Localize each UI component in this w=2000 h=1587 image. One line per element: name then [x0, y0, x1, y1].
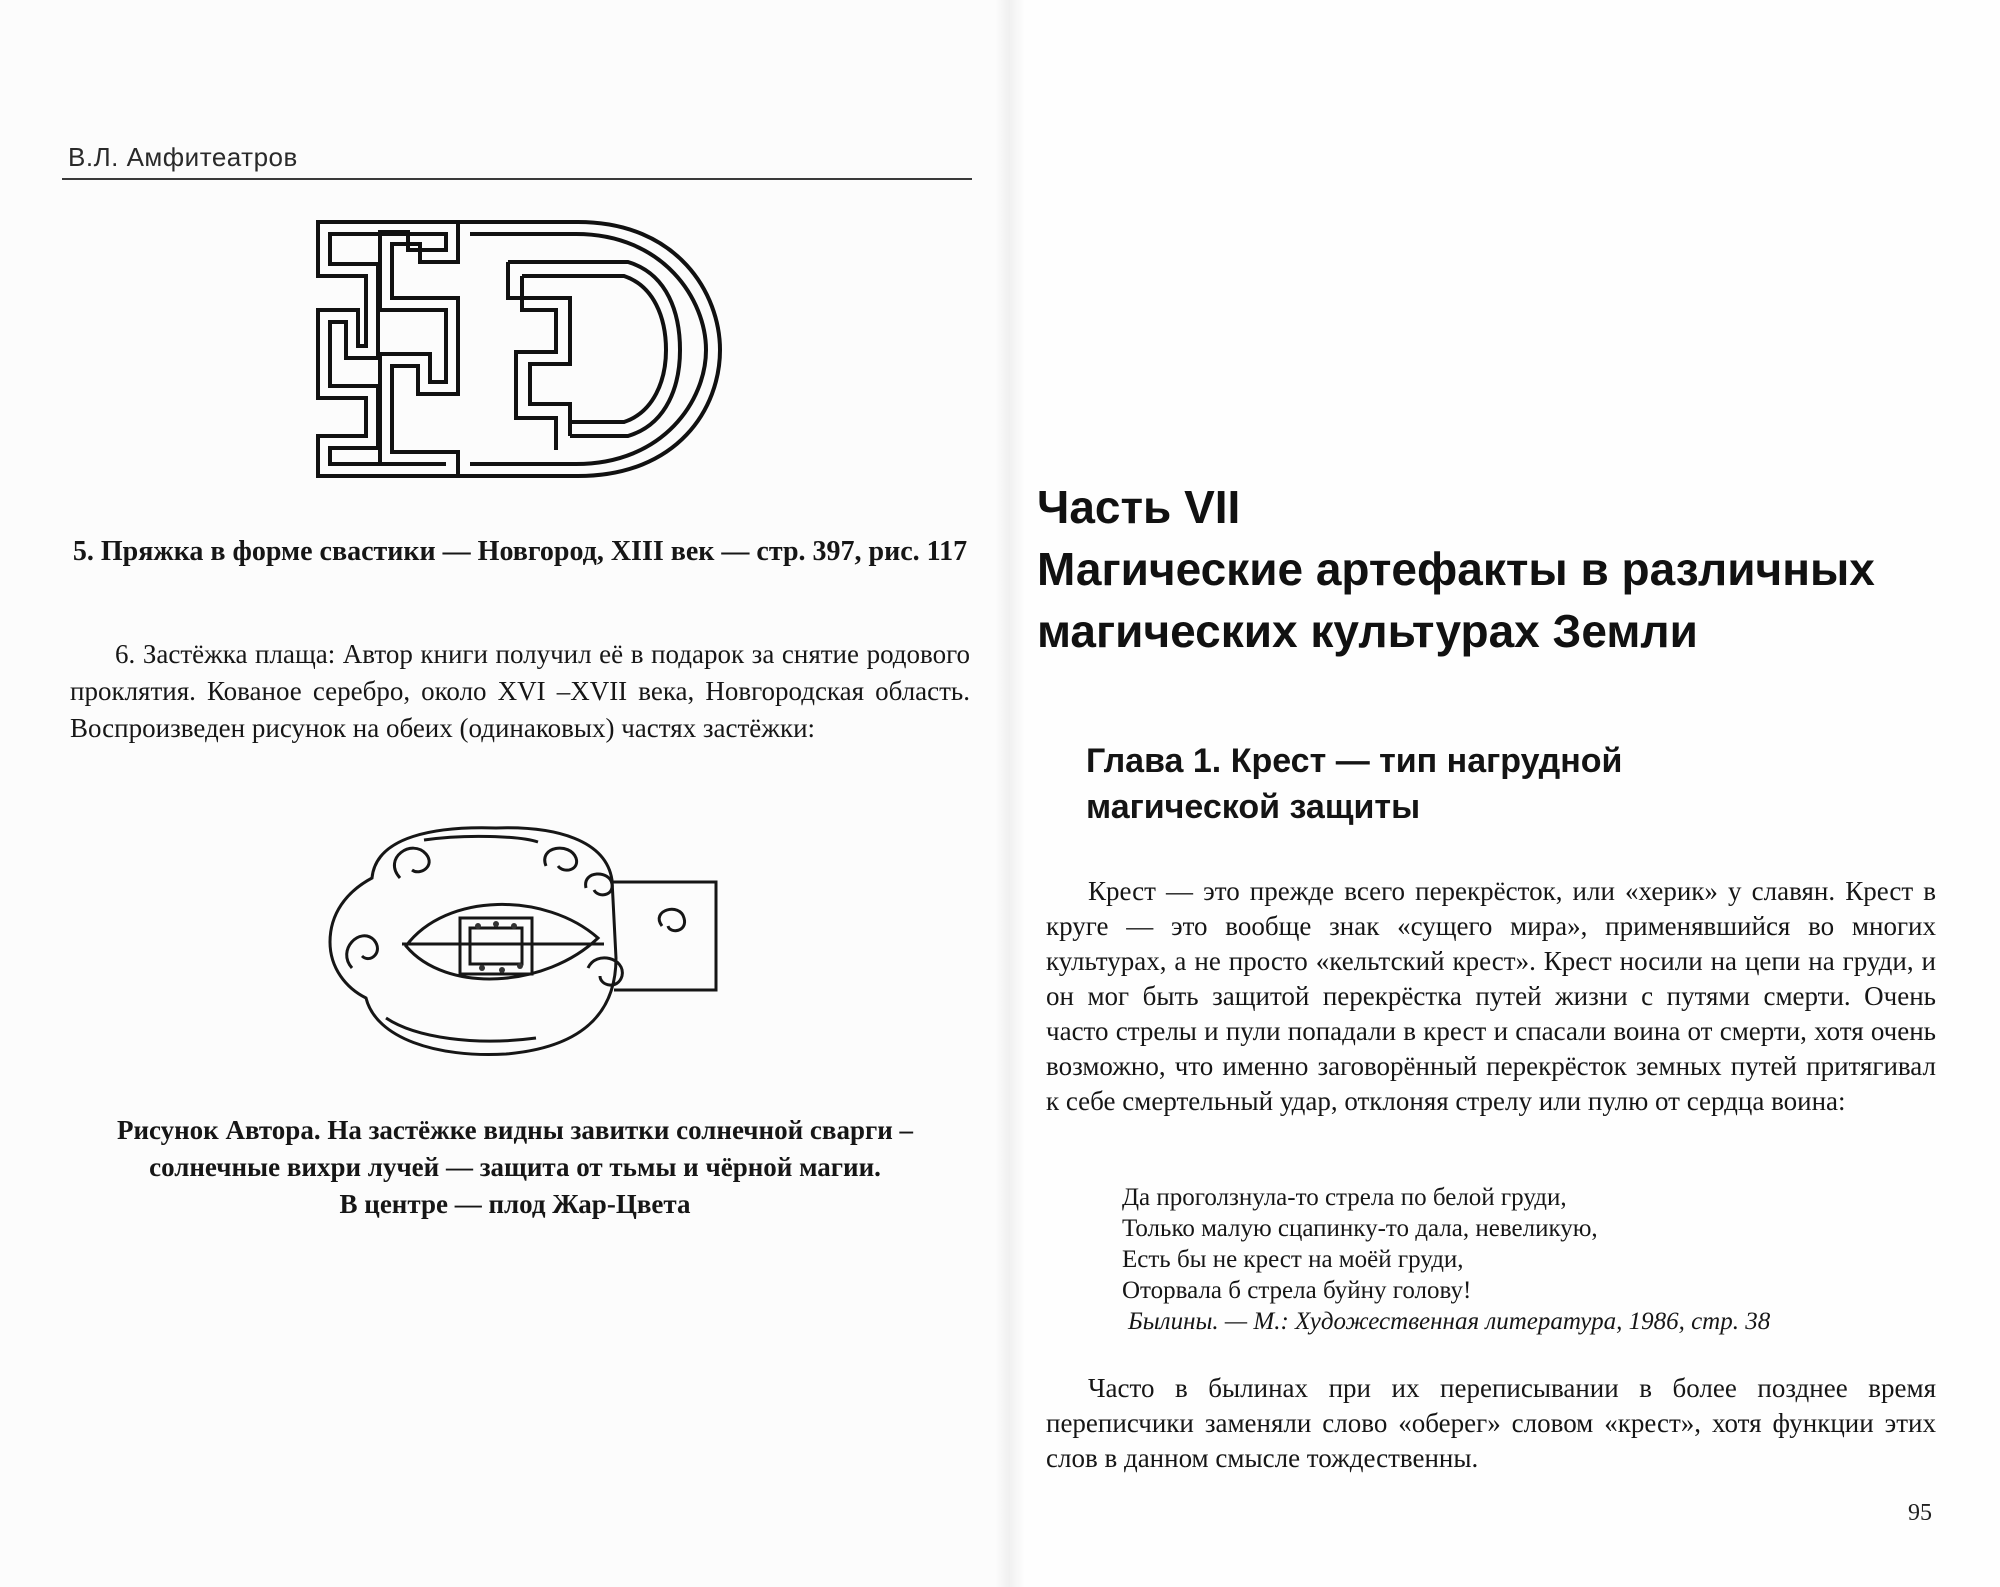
poem-line: Оторвала б стрела буйну голову! [1122, 1277, 1472, 1304]
cloak-clasp-figure [306, 818, 728, 1066]
poem-line: Только малую сцапинку-то дала, невеликую, [1122, 1215, 1598, 1242]
amulet-paragraph: Часто в былинах при их переписывании в более позднее время переписчики заменяли слово «оберег» словом «крест», хотя функции этих слов в данном смысле тождественны. [1046, 1373, 1936, 1473]
figure2-caption-line2: солнечные вихри лучей — защита от тьмы и чёрной магии. [149, 1152, 881, 1182]
poem-source: Былины. — М.: Художественная литература, 1986, стр. 38 [1128, 1308, 1771, 1335]
part-title [1037, 476, 1957, 662]
part-number: Часть VII [1037, 481, 1241, 533]
swastika-buckle-figure [308, 214, 728, 486]
chapter-title [1086, 738, 1786, 830]
page-number: 95 [1908, 1500, 1932, 1526]
poem-line: Да проголзнула-то стрела по белой груди, [1122, 1184, 1567, 1211]
book-spine-shadow [995, 0, 1025, 1587]
figure1-caption: 5. Пряжка в форме свастики — Новгород, XIII век — стр. 397, рис. 117 [72, 536, 968, 567]
clasp-description-paragraph: 6. Застёжка плаща: Автор книги получил её в подарок за снятие родового проклятия. Кованое серебро, около XVI –XVII века, Новгородская область. Воспроизведен рисунок на обеих (одинаковых) частях застёжки: [70, 639, 970, 743]
poem-line: Есть бы не крест на моёй груди, [1122, 1246, 1464, 1273]
cross-paragraph: Крест — это прежде всего перекрёсток, или «херик» у славян. Крест в круге — это вообще знак «сущего мира», применявшийся во многих культурах, а не просто «кельтский крест». Крест носили на цепи на груди, и он мог быть защитой перекрёстка путей жизни с путями смерти. Очень часто стрелы и пули попадали в крест и спасали воина от смерти, хотя очень возможно, что именно заговорённый перекрёсток земных путей притягивал к себе смертельный удар, отклоняя стрелу или пулю от сердца воина: [1046, 876, 1936, 1116]
bylina-quote [1122, 1182, 1842, 1337]
running-head-rule [62, 178, 972, 180]
figure2-caption-line3: В центре — плод Жар-Цвета [339, 1189, 691, 1219]
part-title-line2: Магические артефакты в различных [1037, 543, 1875, 595]
figure2-caption-line1: Рисунок Автора. На застёжке видны завитки солнечной сварги – [116, 1115, 914, 1145]
chapter-title-line2: магической защиты [1086, 788, 1421, 826]
running-head: В.Л. Амфитеатров [68, 142, 298, 172]
chapter-title-line1: Глава 1. Крест — тип нагрудной [1086, 742, 1623, 780]
part-title-line3: магических культурах Земли [1037, 605, 1698, 657]
figure2-caption [60, 1112, 970, 1223]
